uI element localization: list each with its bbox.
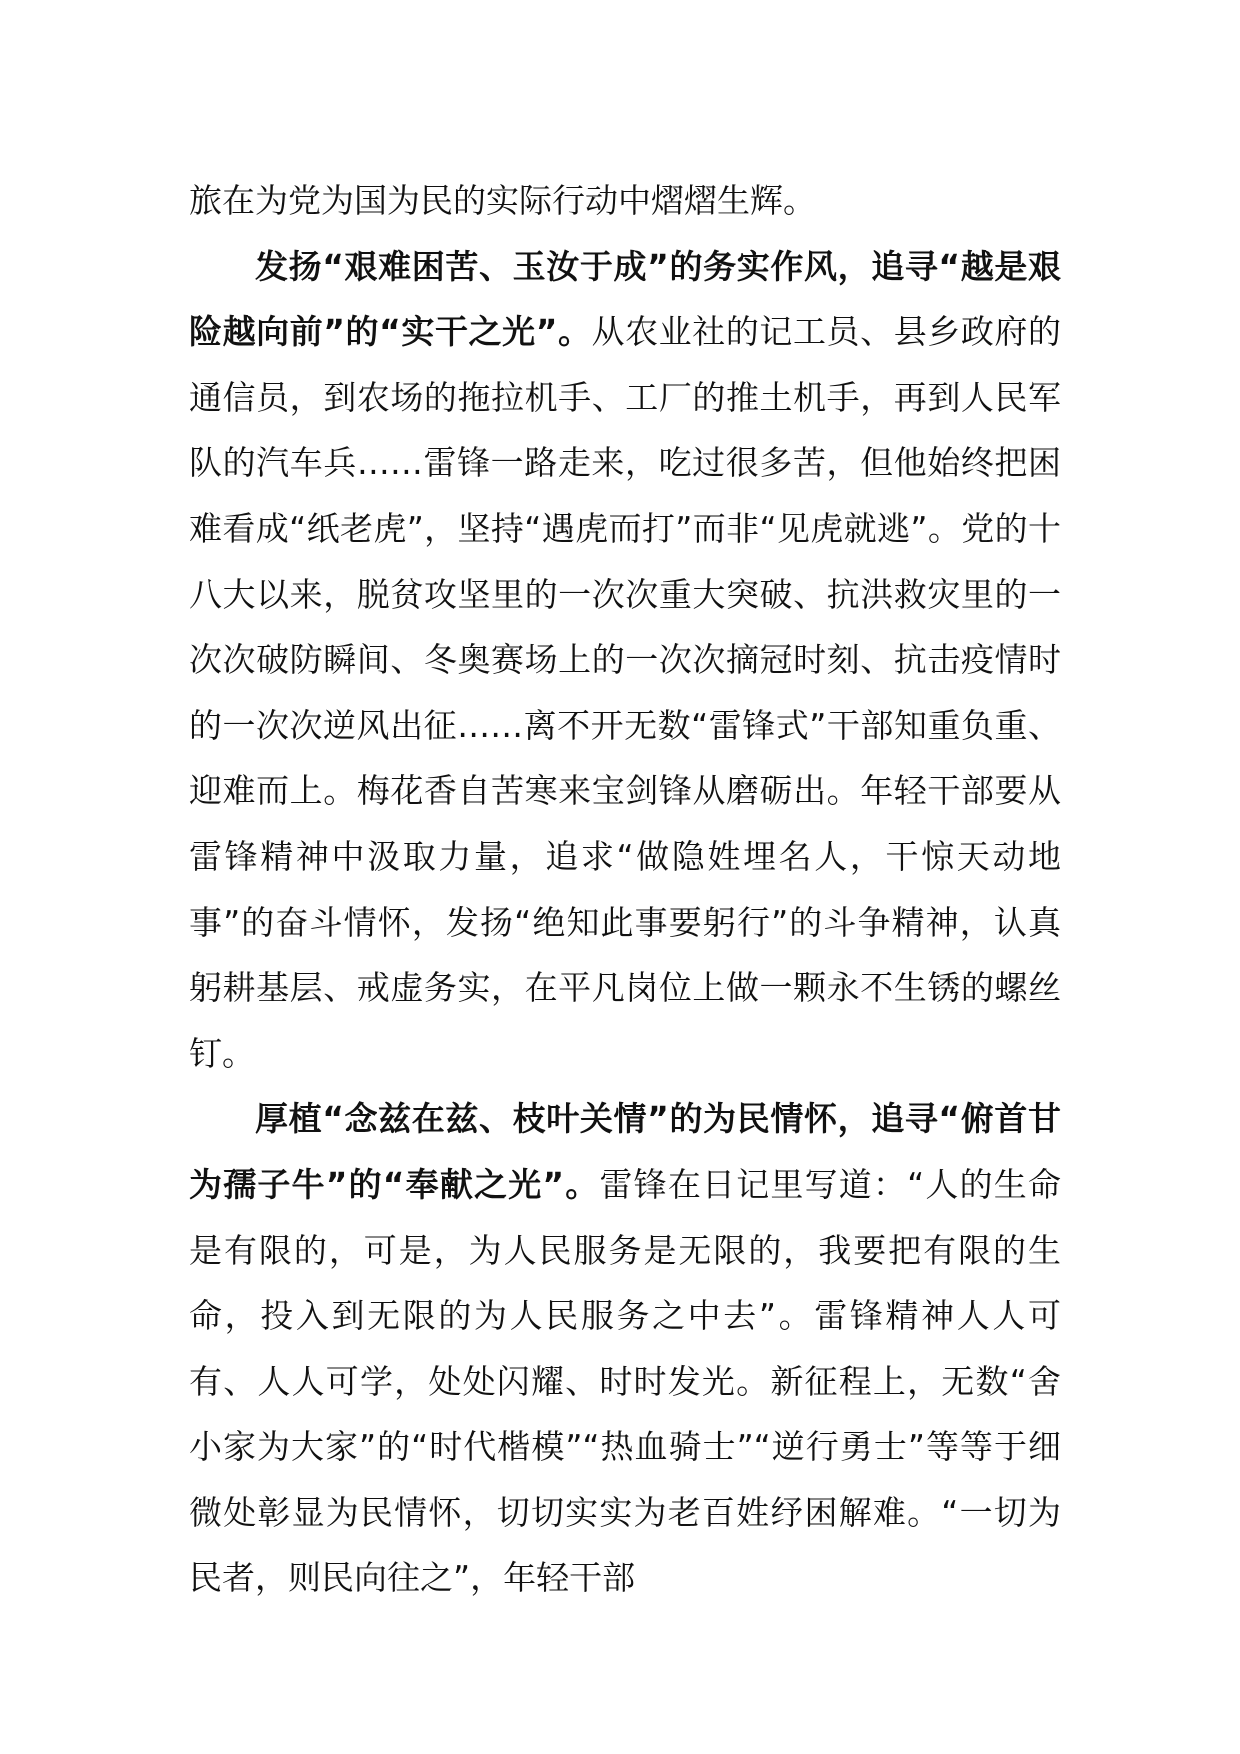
paragraph-practical-style	[189, 234, 1061, 1087]
paragraph-text: 雷锋在日记里写道：“人的生命是有限的，可是，为人民服务是无限的，我要把有限的生命，投入到无限的为人民服务之中去”。雷锋精神人人可有、人人可学，处处闪耀、时时发光。新征程上，无数“舍小家为大家”的“时代楷模”“热血骑士”“逆行勇士”等等于细微处彰显为民情怀，切切实实为老百姓纾困解难。“一切为民者，则民向往之”，年轻干部	[189, 1164, 1061, 1598]
paragraph-text: 从农业社的记工员、县乡政府的通信员，到农场的拖拉机手、工厂的推土机手，再到人民军队的汽车兵……雷锋一路走来，吃过很多苦，但他始终把困难看成“纸老虎”，坚持“遇虎而打”而非“见虎就逃”。党的十八大以来，脱贫攻坚里的一次次重大突破、抗洪救灾里的一次次破防瞬间、冬奥赛场上的一次次摘冠时刻、抗击疫情时的一次次逆风出征……离不开无数“雷锋式”干部知重负重、迎难而上。梅花香自苦寒来宝剑锋从磨砺出。年轻干部要从雷锋精神中汲取力量，追求“做隐姓埋名人，干惊天动地事”的奋斗情怀，发扬“绝知此事要躬行”的斗争精神，认真躬耕基层、戒虚务实，在平凡岗位上做一颗永不生锈的螺丝钉。	[189, 312, 1061, 1073]
paragraph-heading: 厚植“念兹在兹、枝叶关情”的为民情怀，追寻“俯首甘为孺子牛”的“奉献之光”。	[189, 1099, 1061, 1204]
document-body	[189, 168, 1061, 1611]
paragraph-continuation	[189, 168, 1061, 234]
paragraph-text: 旅在为党为国为民的实际行动中熠熠生辉。	[189, 181, 816, 220]
paragraph-heading: 发扬“艰难困苦、玉汝于成”的务实作风，追寻“越是艰险越向前”的“实干之光”。	[189, 246, 1061, 352]
paragraph-people-sentiment	[189, 1086, 1061, 1611]
